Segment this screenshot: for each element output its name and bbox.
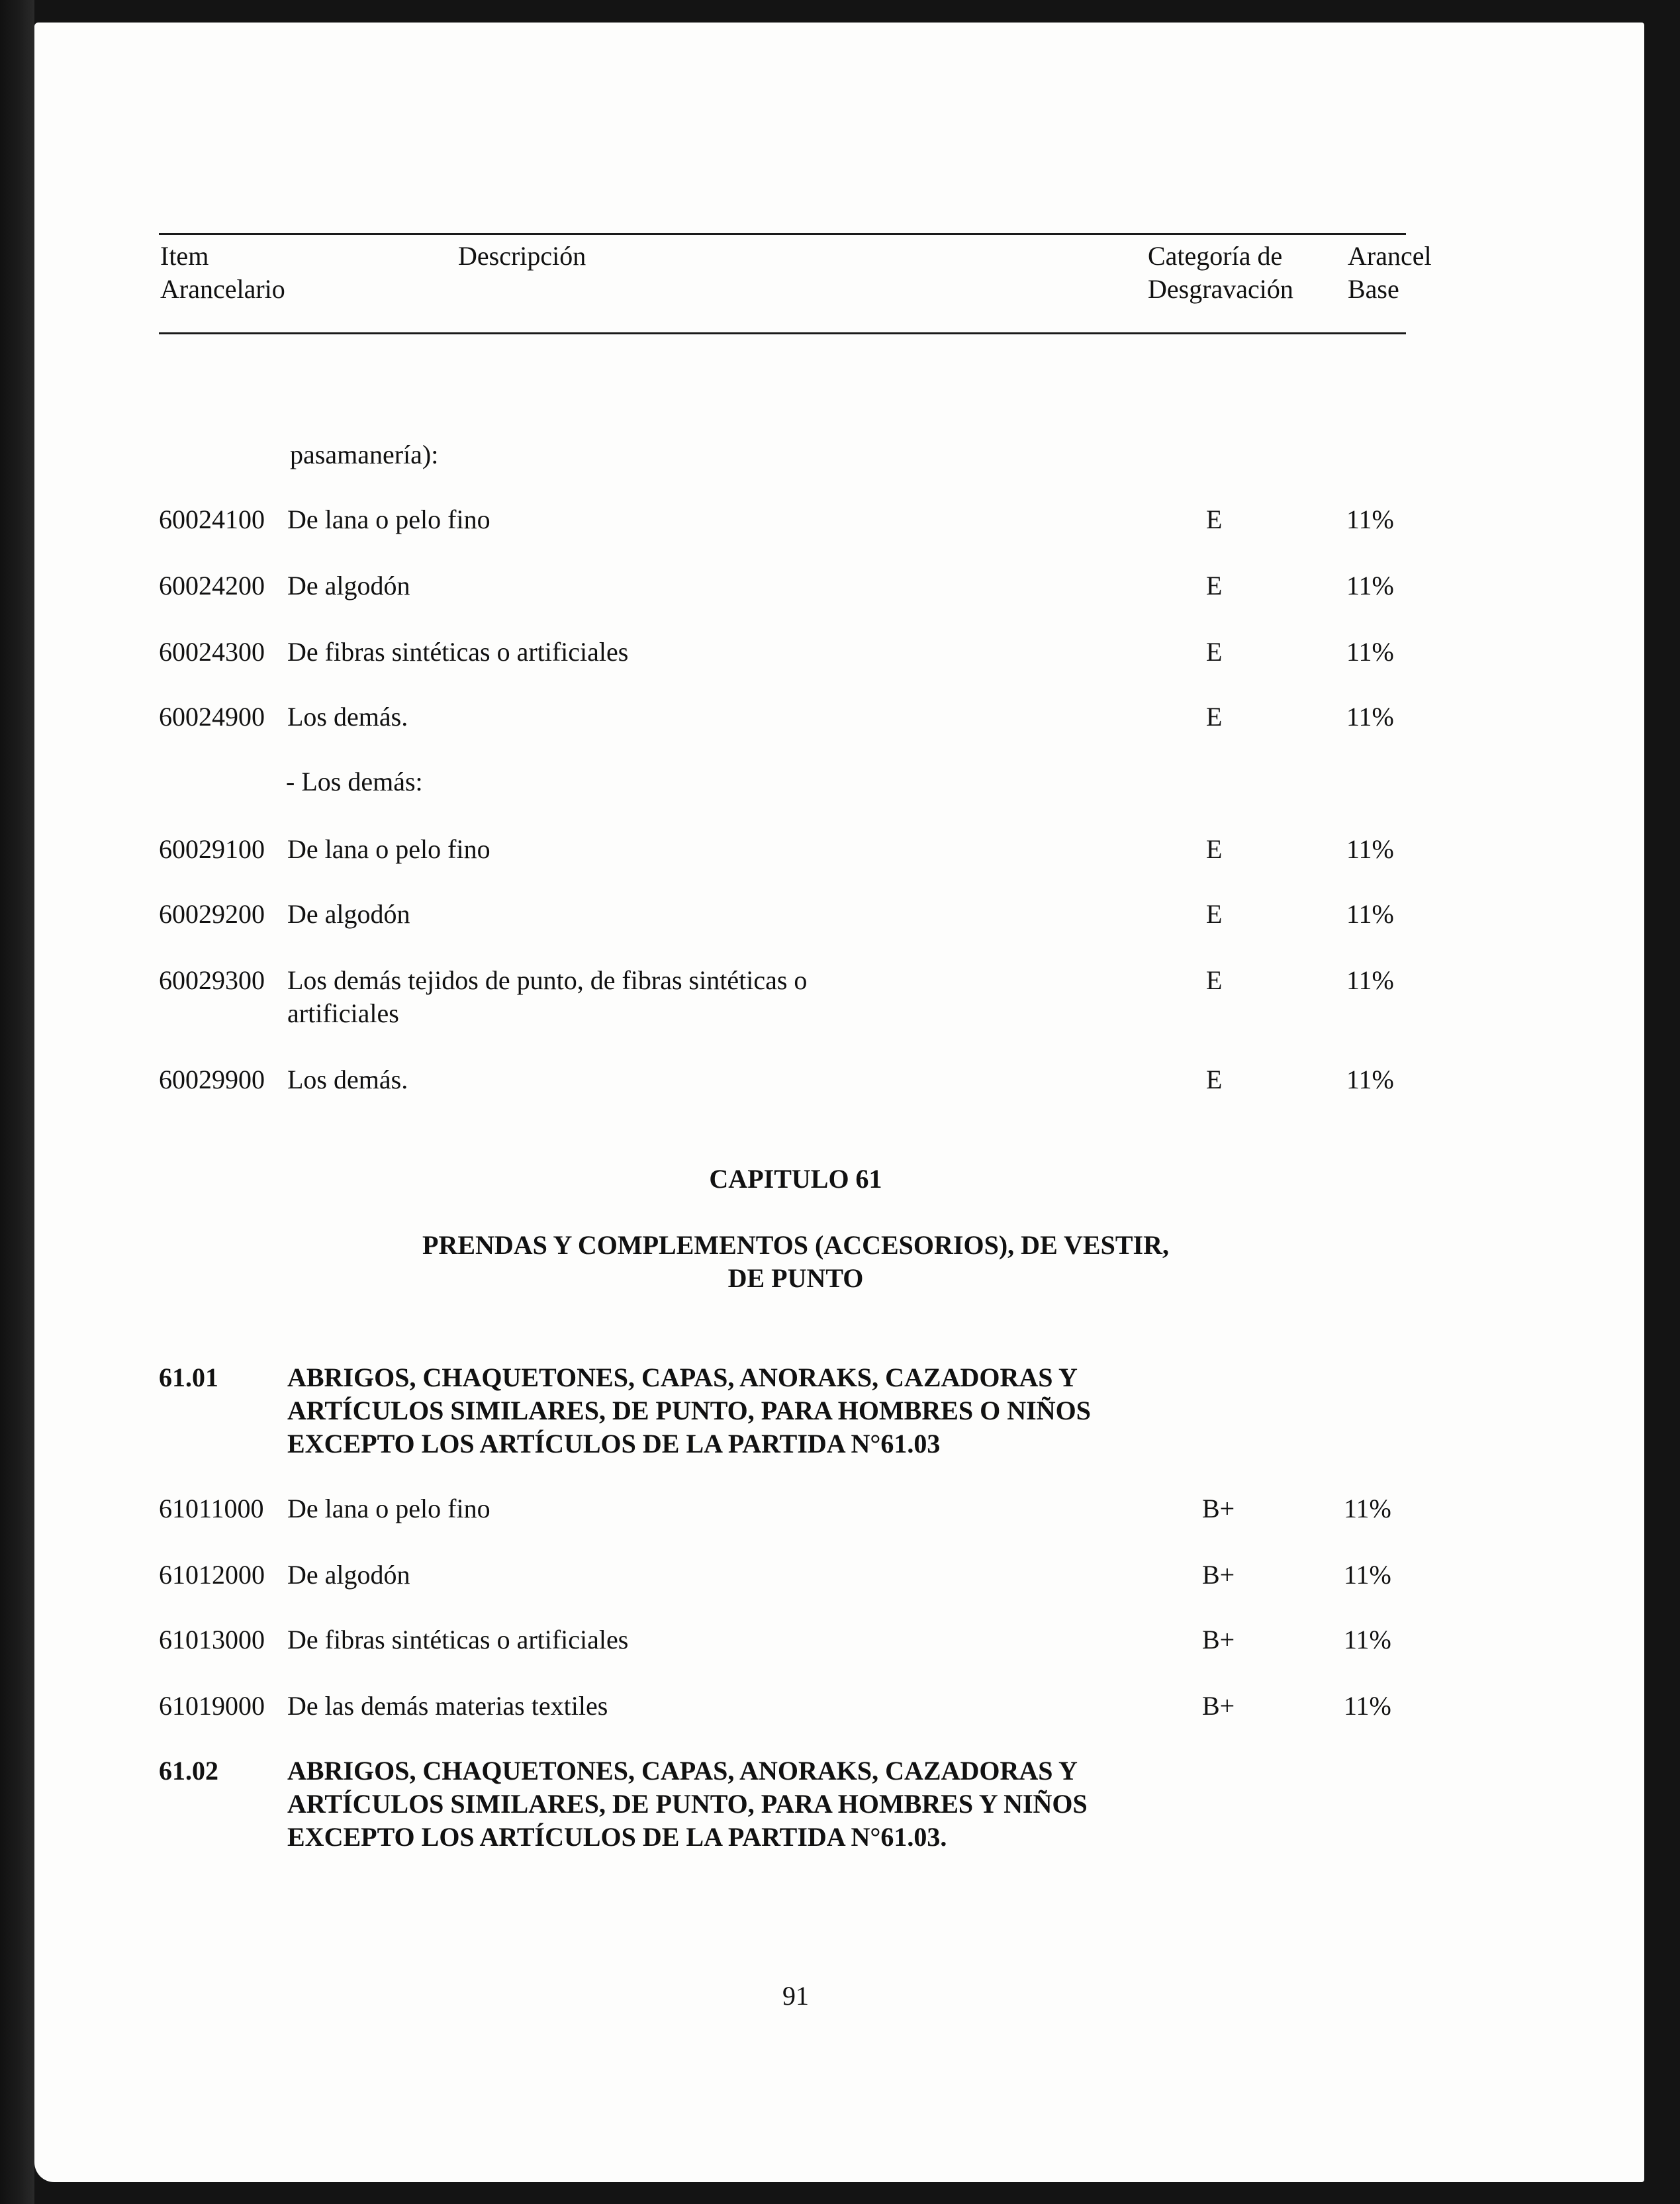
scan-binding-edge xyxy=(0,0,34,2204)
item-description: Los demás. xyxy=(287,702,408,732)
item-category: E xyxy=(1206,1065,1223,1094)
item-category: E xyxy=(1206,834,1223,864)
item-description: Los demás. xyxy=(287,1065,408,1094)
item-rate: 11% xyxy=(1346,504,1394,534)
item-description: De fibras sintéticas o artificiales xyxy=(287,637,629,667)
item-category: B+ xyxy=(1202,1494,1235,1523)
continuation-text: pasamanería): xyxy=(290,440,439,469)
header-arancel-label: Arancel Base xyxy=(1348,241,1432,304)
chapter-subtitle: PRENDAS Y COMPLEMENTOS (ACCESORIOS), DE VESTIR, DE PUNTO xyxy=(422,1230,1169,1293)
item-code: 60024100 xyxy=(159,504,265,534)
item-code: 61011000 xyxy=(159,1494,264,1523)
item-code: 60029200 xyxy=(159,899,265,929)
item-rate: 11% xyxy=(1346,899,1394,929)
item-rate: 11% xyxy=(1346,834,1394,864)
item-description xyxy=(287,964,807,1030)
item-description-line: artificiales xyxy=(287,998,399,1028)
item-rate: 11% xyxy=(1346,637,1394,667)
chapter-title: CAPITULO 61 xyxy=(709,1164,882,1194)
item-rate: 11% xyxy=(1344,1691,1391,1721)
item-category: E xyxy=(1206,899,1223,929)
item-code: 61019000 xyxy=(159,1691,265,1721)
item-description: De fibras sintéticas o artificiales xyxy=(287,1625,629,1654)
item-description: De lana o pelo fino xyxy=(287,834,490,864)
item-rate: 11% xyxy=(1346,1065,1394,1094)
item-category: E xyxy=(1206,571,1223,600)
item-rate: 11% xyxy=(1344,1625,1391,1654)
item-rate: 11% xyxy=(1344,1494,1391,1523)
item-rate: 11% xyxy=(1346,965,1394,995)
item-category: E xyxy=(1206,965,1223,995)
item-code: 60024900 xyxy=(159,702,265,732)
header-top-rule xyxy=(159,233,1406,235)
item-category: B+ xyxy=(1202,1560,1235,1590)
item-code: 60029100 xyxy=(159,834,265,864)
item-description: De algodón xyxy=(287,1560,410,1590)
item-description: De lana o pelo fino xyxy=(287,504,490,534)
item-category: E xyxy=(1206,702,1223,732)
heading-code: 61.02 xyxy=(159,1756,218,1786)
item-code: 60029900 xyxy=(159,1065,265,1094)
page-number: 91 xyxy=(782,1981,809,2011)
subheading: - Los demás: xyxy=(286,767,423,796)
item-code: 60024300 xyxy=(159,637,265,667)
item-description: De algodón xyxy=(287,899,410,929)
heading-code: 61.01 xyxy=(159,1363,218,1392)
item-description: De las demás materias textiles xyxy=(287,1691,608,1721)
item-category: E xyxy=(1206,504,1223,534)
item-code: 60029300 xyxy=(159,965,265,995)
item-code: 60024200 xyxy=(159,571,265,600)
item-description: De lana o pelo fino xyxy=(287,1494,490,1523)
item-category: B+ xyxy=(1202,1691,1235,1721)
item-category: E xyxy=(1206,637,1223,667)
heading-text: ABRIGOS, CHAQUETONES, CAPAS, ANORAKS, CAZADORAS Y ARTÍCULOS SIMILARES, DE PUNTO, PARA HOMBRES O NIÑOS EXCEPTO LOS ARTÍCULOS DE LA PARTIDA N°61.03 xyxy=(287,1363,1091,1459)
item-rate: 11% xyxy=(1346,702,1394,732)
header-item-label: Item Arancelario xyxy=(160,241,285,304)
item-code: 61013000 xyxy=(159,1625,265,1654)
item-description: De algodón xyxy=(287,571,410,600)
item-rate: 11% xyxy=(1344,1560,1391,1590)
item-rate: 11% xyxy=(1346,571,1394,600)
header-description-label: Descripción xyxy=(458,241,586,271)
document-page xyxy=(34,23,1644,2182)
heading-text: ABRIGOS, CHAQUETONES, CAPAS, ANORAKS, CAZADORAS Y ARTÍCULOS SIMILARES, DE PUNTO, PARA HOMBRES Y NIÑOS EXCEPTO LOS ARTÍCULOS DE LA PARTIDA N°61.03. xyxy=(287,1756,1088,1852)
header-category-label: Categoría de Desgravación xyxy=(1148,241,1293,304)
item-code: 61012000 xyxy=(159,1560,265,1590)
item-description-line: Los demás tejidos de punto, de fibras sintéticas o xyxy=(287,965,808,995)
header-bottom-rule xyxy=(159,332,1406,334)
item-category: B+ xyxy=(1202,1625,1235,1654)
